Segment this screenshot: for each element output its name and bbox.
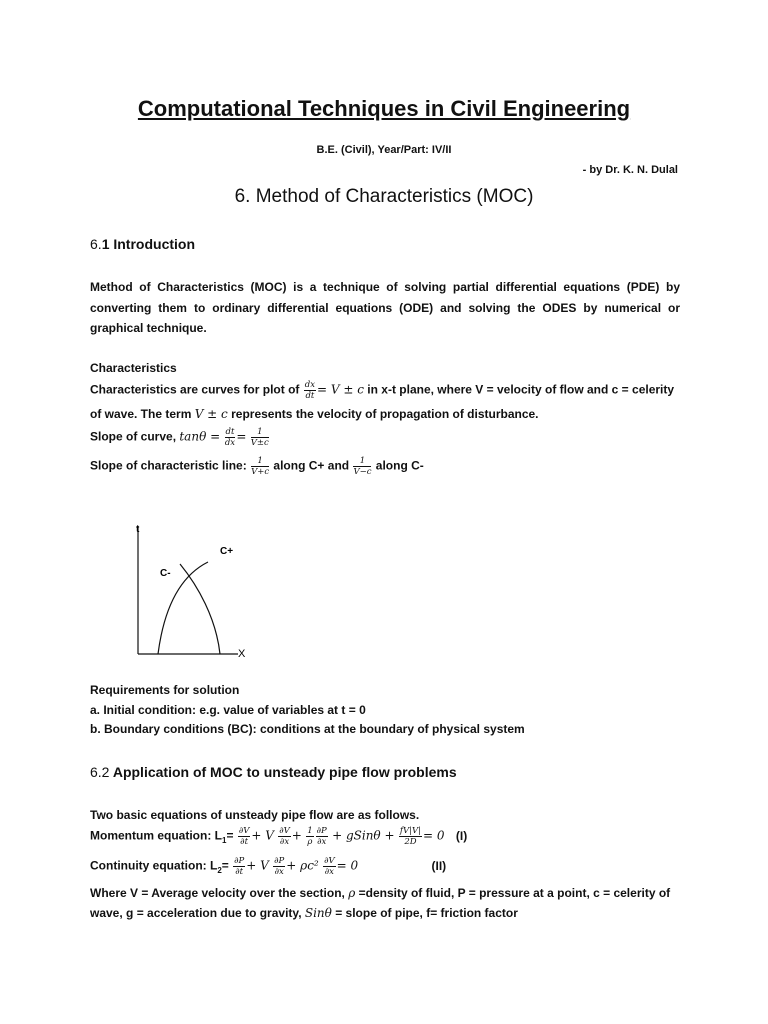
frac-den: dx [224,438,236,448]
section-number: 6.2 [90,764,110,780]
sin-theta: Sinθ [304,906,332,920]
frac-den: ∂t [235,867,244,877]
frac-num: 1 [307,826,313,836]
section-6-2-heading [90,764,457,780]
rho-c2-term: + ρc² [286,858,319,873]
frac-num: dx [304,380,315,390]
v-pm-c-term: V ± c [194,407,228,421]
section-title: 1 Introduction [101,236,196,252]
where-line-2 [90,906,518,920]
frac-den: V+c [251,467,270,477]
plus-v: + V [251,828,274,843]
one-over-rho [306,826,313,847]
where-text-b: =density of fluid, P = pressure at a point, c = celerity of [355,886,671,900]
equals: = [221,858,229,873]
continuity-equation [90,856,446,877]
author-line: - by Dr. K. N. Dulal [582,164,678,176]
x-axis-label: X [238,648,246,660]
one-over-v-pm-c [251,427,269,448]
slope-of-characteristic-line [90,456,424,477]
dt-dx-fraction [225,427,236,448]
char-text-c: of wave. The term [90,407,195,421]
dP-dx [273,856,285,877]
dP-dt [233,856,245,877]
slope-line-text-b: along C+ and [270,458,353,473]
intro-paragraph: Method of Characteristics (MOC) is a technique of solving partial differential equations (PDE) by converting them to ordinary differential equations (ODE) and solving the ODES by numerical or graphical technique. [90,280,680,335]
equals: = [236,429,247,444]
dV-dt [238,826,251,847]
char-text-b: in x-t plane, where V = velocity of flow and c = celerity [363,382,675,397]
g-sin-term: + gSinθ + [332,828,395,843]
section-number: 6. [90,236,102,252]
frac-num: ∂V [238,826,250,836]
dV-dx [323,856,336,877]
characteristics-diagram [120,518,270,663]
frac-den: ρ [307,837,313,847]
plus: + [291,828,302,843]
frac-num: ∂V [279,826,290,836]
requirements-heading: Requirements for solution [90,683,240,697]
char-text-a: Characteristics are curves for plot of [90,382,303,397]
frac-num: ∂V [324,856,335,866]
tan-theta: tanθ = [179,429,221,444]
characteristics-heading: Characteristics [90,361,177,375]
dP-dx [316,826,328,847]
c-minus-label: C- [160,568,171,579]
continuity-label: Continuity equation: L [90,858,218,873]
frac-den: ∂x [324,867,334,877]
characteristics-line-2 [90,407,539,421]
frac-den: V−c [353,467,372,477]
slope-line-text-c: along C- [372,458,424,473]
characteristics-line-1 [90,380,674,401]
one-over-v-plus-c [251,456,269,477]
course-subtitle: B.E. (Civil), Year/Part: IV/II [316,144,452,156]
requirement-a: a. Initial condition: e.g. value of variables at t = 0 [90,703,366,717]
dx-dt-fraction [304,380,316,401]
frac-num: 1 [251,427,269,438]
v-pm-c: = V ± c [317,382,364,397]
frac-den: 2D [404,837,417,847]
equals: = [226,828,234,843]
slope-line-text-a: Slope of characteristic line: [90,458,251,473]
frac-den: ∂x [279,837,290,847]
requirement-b: b. Boundary conditions (BC): conditions at the boundary of physical system [90,722,525,736]
subscript-2: 2 [217,866,222,876]
equation-tag-2: (II) [431,858,447,873]
where-text-c: wave, g = acceleration due to gravity, [90,906,305,920]
c-minus-curve [180,564,220,654]
frac-den: ∂x [274,867,284,877]
where-text-a: Where V = Average velocity over the section, [90,886,349,900]
frac-num: ∂P [234,856,245,866]
slope-of-curve [90,427,270,448]
dV-dx [278,826,291,847]
chapter-heading: 6. Method of Characteristics (MOC) [234,186,534,207]
frac-den: ∂t [240,837,248,847]
section-6-1-heading [90,236,195,252]
frac-den: V±c [250,438,269,448]
t-axis-label: t [136,524,140,535]
c-plus-label: C+ [220,546,234,557]
friction-term [399,826,422,847]
frac-num: ∂P [316,826,327,836]
frac-num: dt [225,427,235,437]
subscript-1: 1 [222,836,227,846]
frac-num: 1 [353,456,371,467]
frac-num: fV|V| [399,826,422,836]
document-title: Computational Techniques in Civil Engineering [137,96,631,121]
frac-den: dt [305,391,315,401]
equals-zero: = 0 [336,858,359,873]
section-title: Application of MOC to unsteady pipe flow problems [109,764,457,780]
frac-num: 1 [251,456,269,467]
momentum-equation [90,826,467,847]
equals-zero: = 0 [423,828,445,843]
where-line-1 [90,886,670,900]
char-text-d: represents the velocity of propagation of disturbance. [227,407,539,421]
where-text-d: = slope of pipe, f= friction factor [331,906,518,920]
rho-symbol: ρ [348,886,356,900]
momentum-label: Momentum equation: L [90,828,222,843]
plus-v: + V [246,858,269,873]
one-over-v-minus-c [353,456,371,477]
slope-curve-text: Slope of curve, [90,429,180,444]
frac-num: ∂P [274,856,285,866]
equation-tag-1: (I) [455,828,468,843]
basic-equations-intro: Two basic equations of unsteady pipe flow are as follows. [90,808,420,822]
frac-den: ∂x [317,837,327,847]
